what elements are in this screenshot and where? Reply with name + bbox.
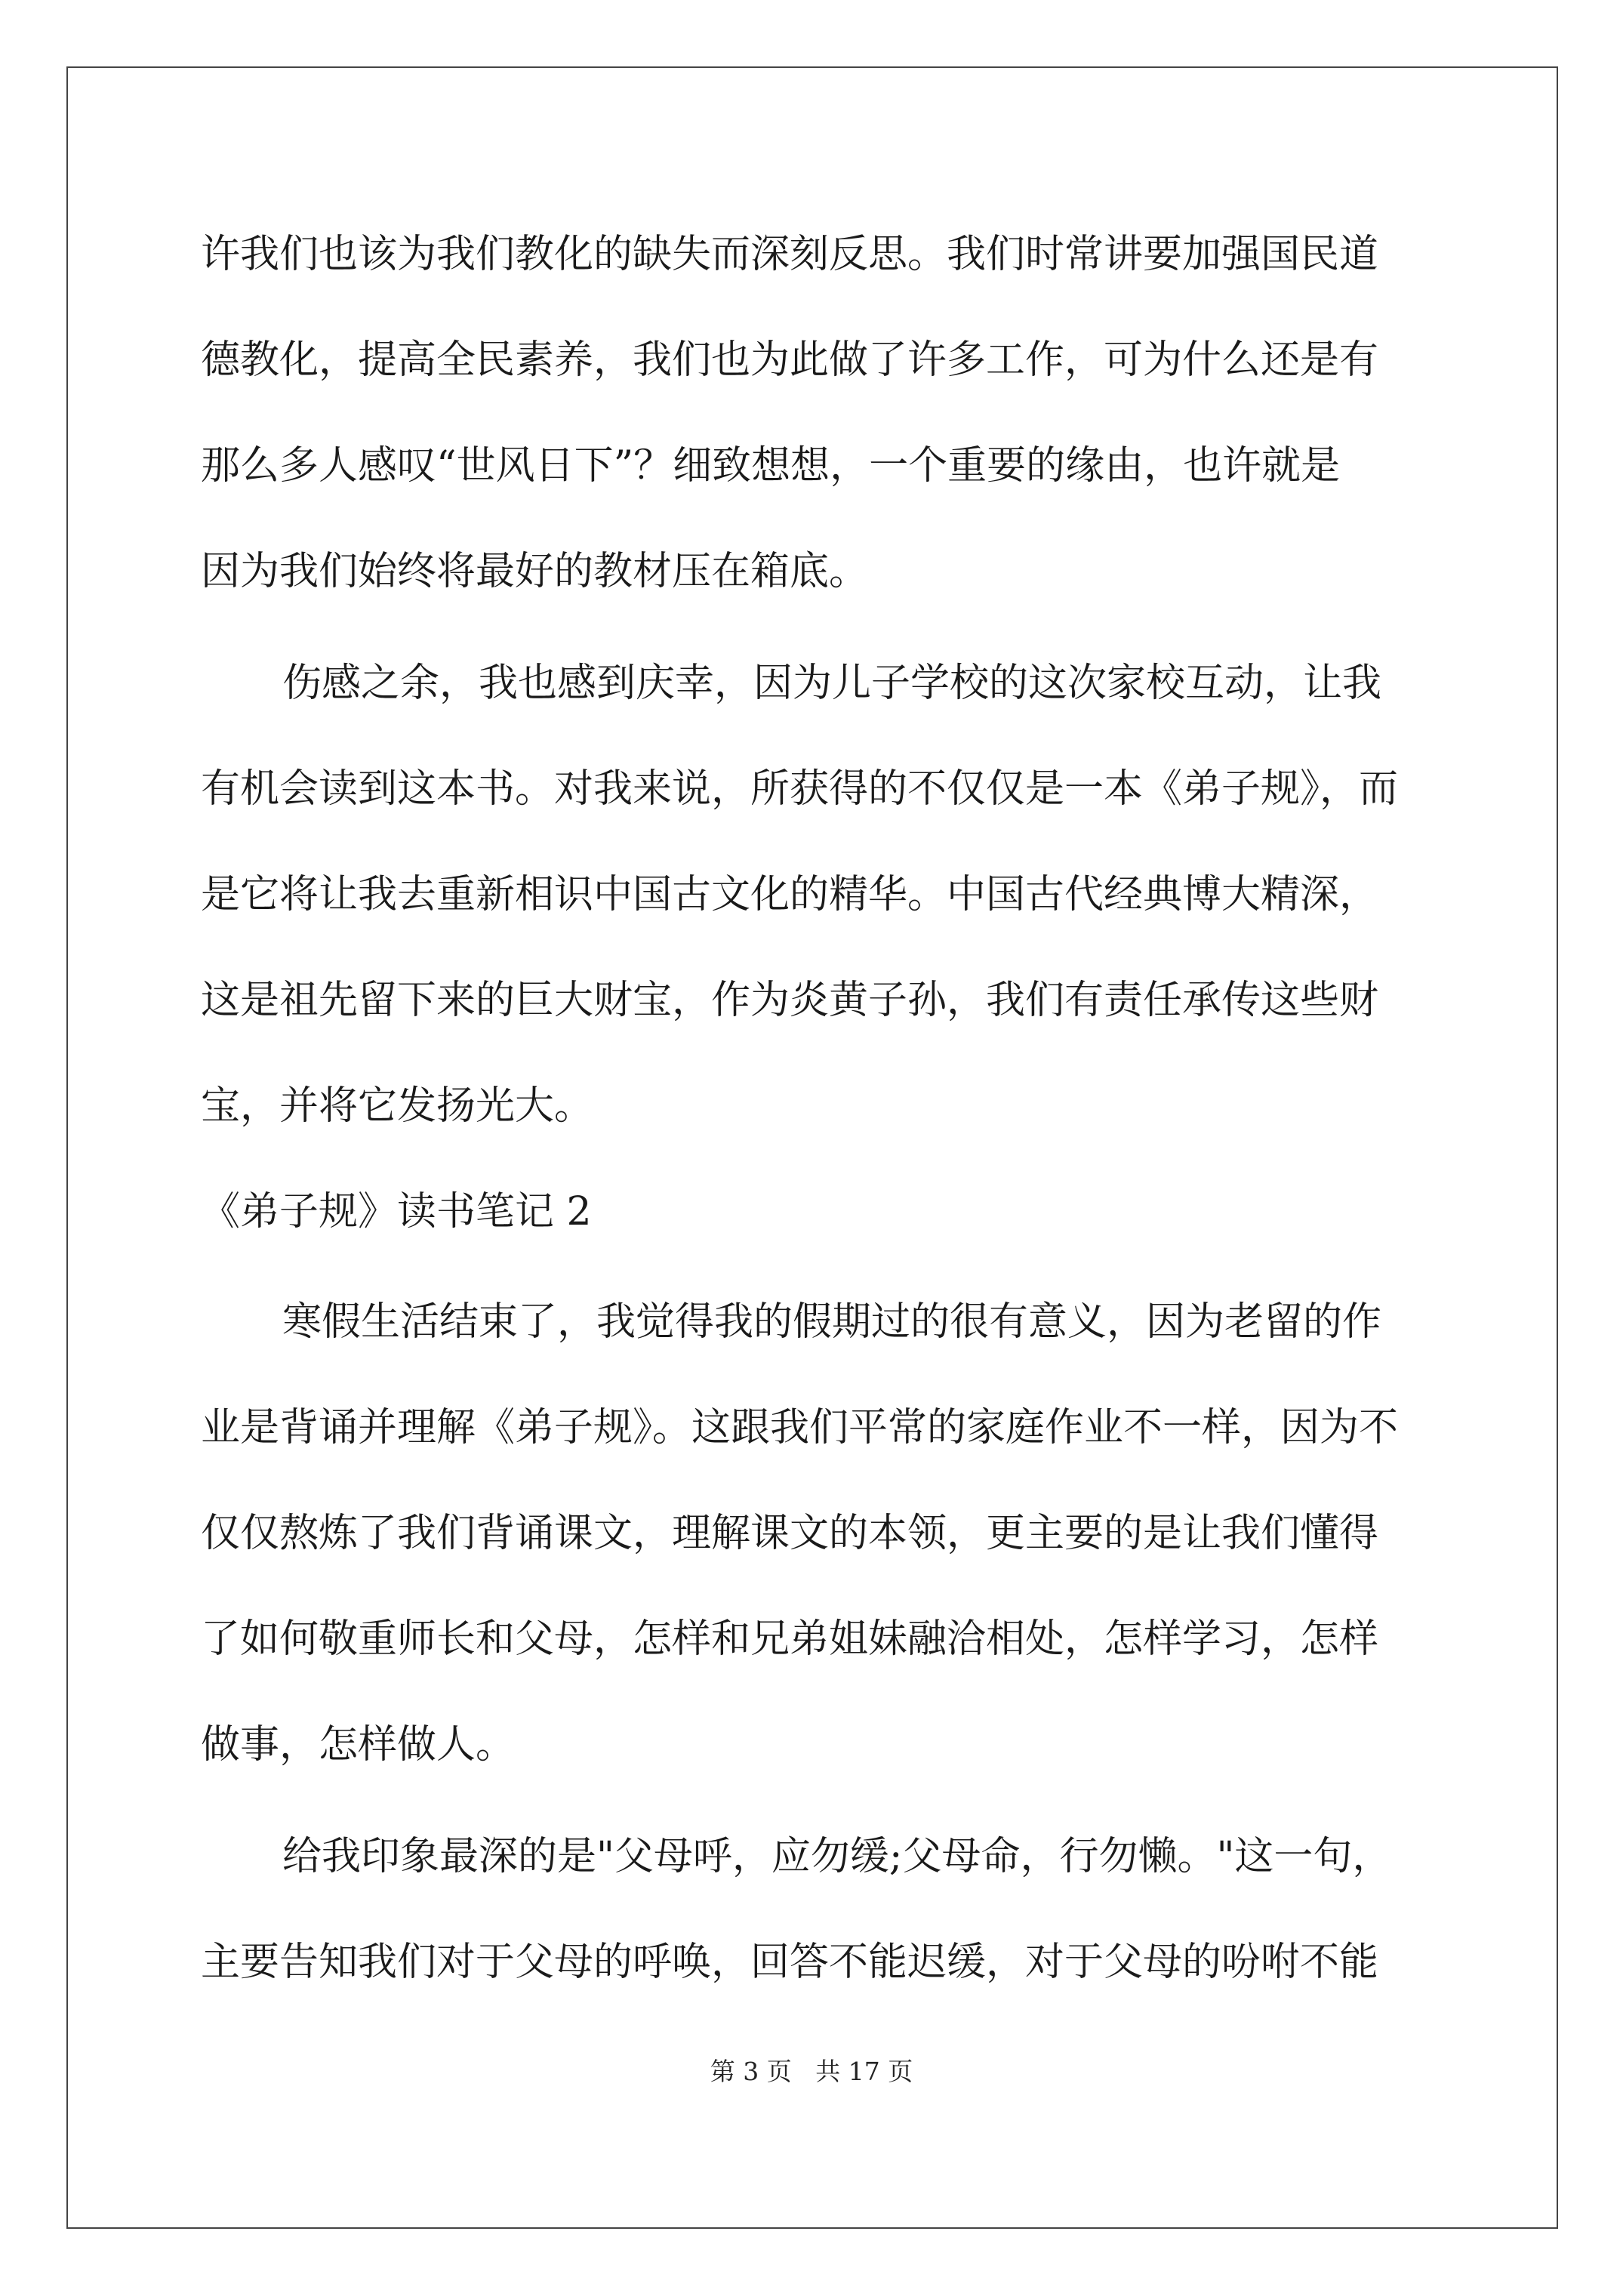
text-line: 这是祖先留下来的巨大财宝，作为炎黄子孙，我们有责任承传这些财 [201,978,1379,1023]
text-line: 那么多人感叹“世风日下”？细致想想，一个重要的缘由，也许就是 [201,443,1341,488]
page-frame [66,66,1558,2229]
text-line: 有机会读到这本书。对我来说，所获得的不仅仅是一本《弟子规》，而 [201,766,1399,812]
text-line: 做事，怎样做人。 [201,1722,516,1767]
text-line: 伤感之余，我也感到庆幸，因为儿子学校的这次家校互动，让我 [282,661,1382,706]
text-line: 宝，并将它发扬光大。 [201,1083,594,1129]
section-heading: 《弟子规》读书笔记 2 [201,1189,592,1234]
text-line: 业是背诵并理解《弟子规》。这跟我们平常的家庭作业不一样，因为不 [201,1405,1399,1450]
text-line: 寒假生活结束了，我觉得我的假期过的很有意义，因为老留的作 [282,1299,1382,1345]
text-line: 给我印象最深的是"父母呼，应勿缓;父母命，行勿懒。"这一句， [282,1834,1392,1879]
text-line: 因为我们始终将最好的教材压在箱底。 [201,549,869,594]
text-line: 德教化，提高全民素养，我们也为此做了许多工作，可为什么还是有 [201,337,1379,383]
text-line: 是它将让我去重新相识中国古文化的精华。中国古代经典博大精深， [201,872,1379,917]
text-line: 了如何敬重师长和父母，怎样和兄弟姐妹融洽相处，怎样学习，怎样 [201,1616,1379,1662]
text-line: 主要告知我们对于父母的呼唤，回答不能迟缓，对于父母的吩咐不能 [201,1940,1379,1985]
text-line: 仅仅熬炼了我们背诵课文，理解课文的本领，更主要的是让我们懂得 [201,1511,1379,1556]
page-footer: 第 3 页 共 17 页 [710,2057,913,2086]
text-line: 许我们也该为我们教化的缺失而深刻反思。我们时常讲要加强国民道 [201,232,1379,277]
